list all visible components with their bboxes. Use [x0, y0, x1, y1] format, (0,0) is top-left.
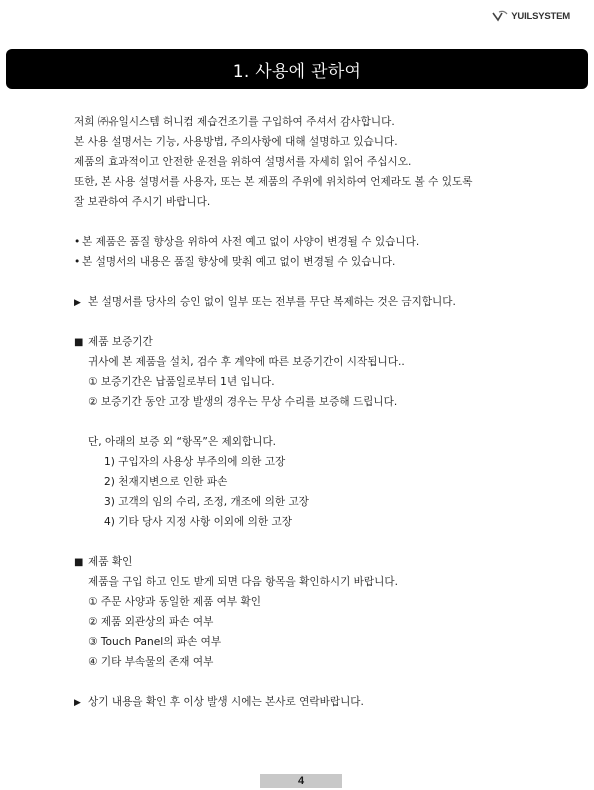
intro-line: 또한, 본 사용 설명서를 사용자, 또는 본 제품의 주위에 위치하여 언제라도 볼 수 있도록	[74, 176, 473, 188]
warranty-exception-item: 4) 기타 당사 지정 사항 이외에 의한 고장	[104, 516, 292, 528]
page-content	[74, 112, 574, 712]
page-number	[260, 774, 342, 788]
bullet-dot-icon: •	[74, 256, 81, 268]
intro-line: 저희 ㈜유일시스템 허니컴 제습건조기를 구입하여 주셔서 감사합니다.	[74, 116, 395, 128]
square-bullet-icon: ■	[74, 557, 84, 568]
check-desc: 제품을 구입 하고 인도 받게 되면 다음 항목을 확인하시기 바랍니다.	[88, 576, 398, 588]
yuil-logo-icon	[492, 10, 508, 22]
logo-text: YUILSYSTEM	[511, 10, 570, 22]
warranty-heading-text: 제품 보증기간	[88, 336, 153, 348]
page-number-text: 4	[297, 775, 305, 787]
check-item: ③ Touch Panel의 파손 여부	[88, 636, 222, 648]
check-item: ① 주문 사양과 동일한 제품 여부 확인	[88, 596, 261, 608]
warranty-heading	[74, 332, 574, 352]
intro-line: 제품의 효과적이고 안전한 운전을 위하여 설명서를 자세히 읽어 주십시오.	[74, 156, 412, 168]
check-item: ② 제품 외관상의 파손 여부	[88, 616, 214, 628]
notice-text: 본 제품은 품질 향상을 위하여 사전 예고 없이 사양이 변경될 수 있습니다.	[82, 236, 420, 248]
triangle-right-icon: ▶	[74, 298, 81, 308]
warranty-item: ② 보증기간 동안 고장 발생의 경우는 무상 수리를 보증해 드립니다.	[88, 396, 398, 408]
intro-line: 잘 보관하여 주시기 바랍니다.	[74, 196, 211, 208]
contact-text: 상기 내용을 확인 후 이상 발생 시에는 본사로 연락바랍니다.	[88, 696, 364, 708]
triangle-right-icon: ▶	[74, 698, 81, 708]
check-item: ④ 기타 부속물의 존재 여부	[88, 656, 214, 668]
notice-item	[74, 252, 574, 272]
bullet-dot-icon: •	[74, 236, 81, 248]
notice-text: 본 설명서의 내용은 품질 향상에 맞춰 예고 없이 변경될 수 있습니다.	[82, 256, 396, 268]
contact-notice	[74, 692, 574, 712]
square-bullet-icon: ■	[74, 337, 84, 348]
check-heading	[74, 552, 574, 572]
section-title: 1. 사용에 관하여	[232, 61, 362, 82]
section-title-bar	[6, 49, 588, 89]
company-logo	[492, 10, 570, 22]
intro-line: 본 사용 설명서는 기능, 사용방법, 주의사항에 대해 설명하고 있습니다.	[74, 136, 398, 148]
warranty-desc: 귀사에 본 제품을 설치, 검수 후 계약에 따른 보증기간이 시작됩니다..	[88, 356, 405, 368]
warranty-exception-intro: 단, 아래의 보증 외 “항목”은 제외합니다.	[88, 436, 277, 448]
warranty-exception-item: 1) 구입자의 사용상 부주의에 의한 고장	[104, 456, 286, 468]
check-heading-text: 제품 확인	[88, 556, 133, 568]
warranty-exception-item: 2) 천재지변으로 인한 파손	[104, 476, 228, 488]
warranty-exception-item: 3) 고객의 임의 수리, 조정, 개조에 의한 고장	[104, 496, 309, 508]
notice-item	[74, 232, 574, 252]
copyright-notice	[74, 292, 574, 312]
copyright-text: 본 설명서를 당사의 승인 없이 일부 또는 전부를 무단 복제하는 것은 금지합니다.	[88, 296, 456, 308]
warranty-item: ① 보증기간은 납품일로부터 1년 입니다.	[88, 376, 275, 388]
